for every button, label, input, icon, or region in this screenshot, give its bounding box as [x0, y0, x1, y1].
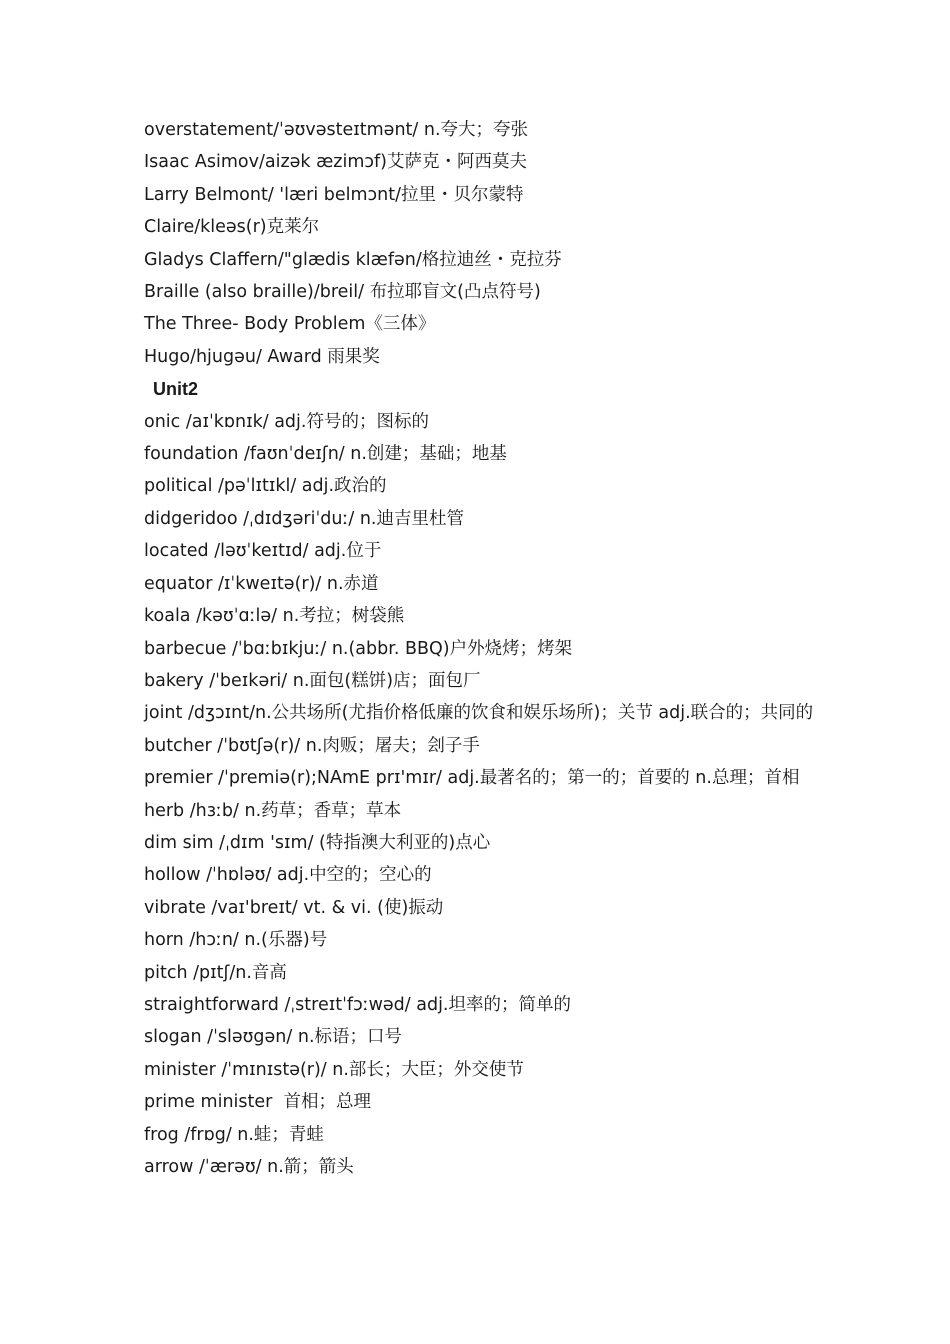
vocab-entry: arrow /ˈærəʊ/ n.箭；箭头 [144, 1157, 354, 1177]
vocab-entry: hollow /ˈhɒləʊ/ adj.中空的；空心的 [144, 865, 432, 886]
vocabulary-list-unit2 [144, 406, 814, 1184]
vocab-entry: overstatement/ˈəʊvəsteɪtmənt/ n.夸大；夸张 [144, 120, 529, 140]
vocab-entry: slogan /ˈsləʊgən/ n.标语；口号 [144, 1027, 403, 1048]
vocab-entry: horn /hɔːn/ n.(乐器)号 [144, 930, 328, 951]
vocab-entry: Gladys Claffern/"glædis klæfən/格拉迪丝・克拉芬 [144, 249, 562, 270]
vocab-entry: prime minister 首相；总理 [144, 1092, 371, 1113]
vocab-entry: didgeridoo /ˌdɪdʒəriˈduː/ n.迪吉里杜管 [144, 508, 464, 529]
vocab-entry: butcher /ˈbʊtʃə(r)/ n.肉贩；屠夫；刽子手 [144, 735, 480, 756]
vocab-entry: barbecue /ˈbɑːbɪkjuː/ n.(abbr. BBQ)户外烧烤；烤架 [144, 638, 573, 659]
vocab-entry: located /ləʊˈkeɪtɪd/ adj.位于 [144, 541, 382, 562]
vocab-entry: minister /ˈmɪnɪstə(r)/ n.部长；大臣；外交使节 [144, 1059, 524, 1080]
vocab-entry: pitch /pɪtʃ/n.音高 [144, 962, 287, 983]
vocab-entry: joint /dʒɔɪnt/n.公共场所(尤指价格低廉的饮食和娱乐场所)；关节 adj.联合的；共同的 [144, 703, 814, 724]
vocab-entry: political /pəˈlɪtɪkl/ adj.政治的 [144, 476, 387, 497]
vocab-entry: foundation /faʊnˈdeɪʃn/ n.创建；基础；地基 [144, 444, 507, 465]
vocab-entry: Claire/kleəs(r)克莱尔 [144, 217, 320, 238]
vocab-entry: onic /aɪˈkɒnɪk/ adj.符号的；图标的 [144, 411, 429, 432]
vocab-entry: The Three- Body Problem《三体》 [144, 314, 436, 335]
vocab-entry: premier /ˈpremiə(r);NAmE prɪ'mɪr/ adj.最著名的；第一的；首要的 n.总理；首相 [144, 768, 800, 789]
vocab-entry: bakery /ˈbeɪkəri/ n.面包(糕饼)店；面包厂 [144, 670, 481, 691]
vocabulary-list-top [144, 114, 814, 373]
vocab-entry: Larry Belmont/ 'læri belmɔnt/拉里・贝尔蒙特 [144, 184, 524, 205]
vocab-entry: Isaac Asimov/aizək æzimɔf)艾萨克・阿西莫夫 [144, 152, 527, 173]
vocab-entry: straightforward /ˌstreɪtˈfɔːwəd/ adj.坦率的；简单的 [144, 994, 571, 1015]
unit-heading: Unit2 [153, 379, 198, 400]
vocab-entry: vibrate /vaɪ'breɪt/ vt. & vi. (使)振动 [144, 897, 444, 918]
vocab-entry: herb /hɜːb/ n.药草；香草；草本 [144, 800, 402, 821]
vocab-entry: Hugo/hjugəu/ Award 雨果奖 [144, 346, 380, 367]
vocabulary-page [144, 114, 814, 1183]
vocab-entry: frog /frɒg/ n.蛙；青蛙 [144, 1124, 324, 1145]
vocab-entry: dim sim /ˌdɪm 'sɪm/ (特指澳大利亚的)点心 [144, 832, 491, 853]
vocab-entry: equator /ɪˈkweɪtə(r)/ n.赤道 [144, 573, 379, 594]
vocab-entry: Braille (also braille)/breil/ 布拉耶盲文(凸点符号) [144, 282, 541, 303]
vocab-entry: koala /kəʊˈɑːlə/ n.考拉；树袋熊 [144, 606, 405, 627]
